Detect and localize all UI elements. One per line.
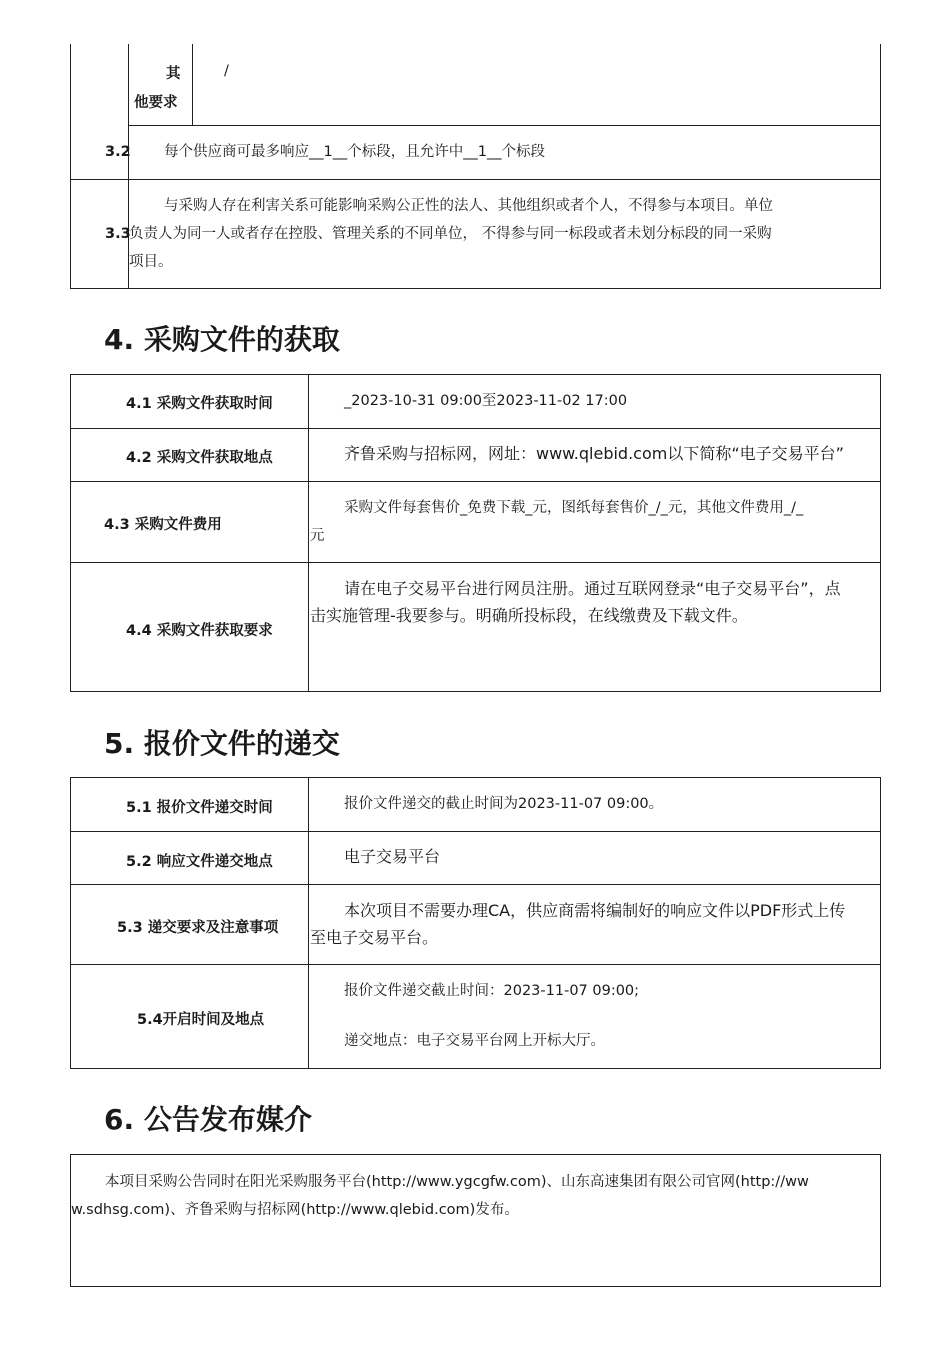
row-4-2-label: 4.2 采购文件获取地点 <box>126 450 273 466</box>
row-5-3-value-line2: 至电子交易平台。 <box>310 928 439 947</box>
section-5-heading: 5. 报价文件的递交 <box>104 727 340 760</box>
row-3-3-number: 3.3 <box>105 226 131 242</box>
row-3-2-number: 3.2 <box>105 144 131 160</box>
row-4-1-value: _2023-10-31 09:00至2023-11-02 17:00 <box>344 393 628 409</box>
other-requirements-value: / <box>224 63 229 79</box>
row-4-1-label: 4.1 采购文件获取时间 <box>126 396 273 412</box>
section-6-heading: 6. 公告发布媒介 <box>104 1103 312 1136</box>
row-4-3-label: 4.3 采购文件费用 <box>104 517 222 533</box>
row-3-3-line1: 与采购人存在利害关系可能影响采购公正性的法人、其他组织或者个人，不得参与本项目。单位 <box>164 198 773 214</box>
other-requirements-label-line1: 其 <box>166 66 181 82</box>
row-5-1-value: 报价文件递交的截止时间为2023-11-07 09:00。 <box>344 796 664 812</box>
other-requirements-label-line2: 他要求 <box>134 95 178 111</box>
row-5-1-label: 5.1 报价文件递交时间 <box>126 800 273 816</box>
row-3-3-line2: 负责人为同一人或者存在控股、管理关系的不同单位， 不得参与同一标段或者未划分标段的同一采购 <box>129 226 772 242</box>
row-5-3-value-line1: 本次项目不需要办理CA，供应商需将编制好的响应文件以PDF形式上传 <box>344 901 846 920</box>
section-6-line1: 本项目采购公告同时在阳光采购服务平台(http://www.ygcgfw.com)、山东高速集团有限公司官网(http://ww <box>105 1174 809 1190</box>
row-4-4-label: 4.4 采购文件获取要求 <box>126 623 273 639</box>
row-5-2-label: 5.2 响应文件递交地点 <box>126 854 273 870</box>
row-4-3-value-line1: 采购文件每套售价_免费下载_元，图纸每套售价_/_元，其他文件费用_/_ <box>344 500 804 516</box>
row-5-2-value: 电子交易平台 <box>344 847 441 866</box>
row-4-4-value-line1: 请在电子交易平台进行网员注册。通过互联网登录“电子交易平台”，点 <box>344 579 841 598</box>
row-3-3-line3: 项目。 <box>129 254 173 270</box>
row-5-4-label: 5.4开启时间及地点 <box>137 1012 265 1028</box>
row-5-3-label: 5.3 递交要求及注意事项 <box>117 920 279 936</box>
row-5-4-value-line1: 报价文件递交截止时间：2023-11-07 09:00; <box>344 983 640 999</box>
row-3-2-text: 每个供应商可最多响应__1__个标段，且允许中__1__个标段 <box>164 144 545 160</box>
row-5-4-value-line2: 递交地点：电子交易平台网上开标大厅。 <box>344 1033 605 1049</box>
row-4-4-value-line2: 击实施管理-我要参与。明确所投标段，在线缴费及下载文件。 <box>310 606 748 625</box>
row-4-2-value: 齐鲁采购与招标网，网址：www.qlebid.com以下简称“电子交易平台” <box>344 444 844 463</box>
section-6-line2: w.sdhsg.com)、齐鲁采购与招标网(http://www.qlebid.com)发布。 <box>71 1202 519 1218</box>
row-4-3-value-line2: 元 <box>310 528 325 544</box>
section-4-heading: 4. 采购文件的获取 <box>104 323 340 356</box>
